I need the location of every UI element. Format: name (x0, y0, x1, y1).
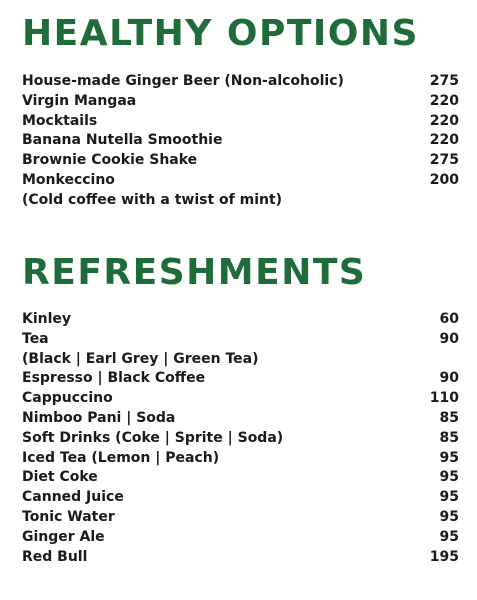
menu-list-refreshments (22, 310, 459, 567)
menu-item-name: House-made Ginger Beer (Non-alcoholic) (22, 73, 344, 89)
menu-item-name: Iced Tea (Lemon | Peach) (22, 449, 220, 466)
menu-item-name: Brownie Cookie Shake (22, 152, 198, 169)
menu-item (22, 131, 459, 151)
menu-item-name: Monkeccino (22, 171, 115, 188)
menu-item (22, 528, 459, 548)
menu-item (22, 488, 459, 508)
menu-item-price: 95 (439, 489, 459, 506)
menu-item (22, 171, 459, 191)
menu-item-name: Tonic Water (22, 508, 115, 525)
menu-item-name: (Black | Earl Grey | Green Tea) (22, 350, 259, 367)
menu-item-name: Nimboo Pani | Soda (22, 409, 176, 426)
menu-item-price: 95 (439, 528, 459, 545)
menu-item (22, 508, 459, 528)
menu-item (22, 191, 459, 211)
menu-item-name: Kinley (22, 311, 72, 327)
menu-item-price: 220 (429, 132, 459, 149)
menu-item-price: 200 (429, 171, 459, 188)
menu-item (22, 468, 459, 488)
menu-item-price: 95 (439, 508, 459, 525)
menu-item-price: 90 (439, 330, 459, 347)
section-title-refreshments: REFRESHMENTS (22, 252, 367, 293)
menu-list-healthy-options (22, 72, 459, 211)
menu-item-name: Banana Nutella Smoothie (22, 132, 223, 149)
menu-item-name: (Cold coffee with a twist of mint) (22, 191, 283, 208)
menu-item-price: 85 (439, 429, 459, 446)
menu-item-price: 60 (439, 311, 459, 327)
menu-item (22, 112, 459, 132)
menu-item-name: Tea (22, 330, 49, 347)
menu-item-name: Mocktails (22, 112, 98, 129)
menu-item-price: 90 (439, 370, 459, 387)
menu-item (22, 72, 459, 92)
menu-item (22, 369, 459, 389)
menu-item-name: Diet Coke (22, 469, 98, 486)
menu-item (22, 429, 459, 449)
menu-item-price: 220 (429, 92, 459, 109)
menu-item-price: 195 (429, 548, 459, 565)
menu-item-price: 95 (439, 449, 459, 466)
menu-item (22, 409, 459, 429)
menu-item (22, 389, 459, 409)
menu-item (22, 548, 459, 568)
menu-item-name: Soft Drinks (Coke | Sprite | Soda) (22, 429, 284, 446)
menu-item-name: Virgin Mangaa (22, 92, 137, 109)
menu-item-price: 110 (429, 390, 459, 407)
menu-item-price: 220 (429, 112, 459, 129)
menu-item (22, 151, 459, 171)
menu-item (22, 92, 459, 112)
menu-item-name: Red Bull (22, 548, 88, 565)
menu-item-name: Canned Juice (22, 489, 124, 506)
menu-item (22, 330, 459, 350)
section-title-healthy-options: HEALTHY OPTIONS (22, 13, 419, 54)
menu-item-name: Espresso | Black Coffee (22, 370, 206, 387)
menu-item (22, 350, 459, 370)
menu-item (22, 310, 459, 330)
menu-item-price: 275 (429, 152, 459, 169)
menu-item (22, 449, 459, 469)
menu-item-price: 95 (439, 469, 459, 486)
menu-item-price: 85 (439, 409, 459, 426)
menu-item-name: Ginger Ale (22, 528, 105, 545)
menu-item-price: 275 (429, 73, 459, 89)
menu-item-name: Cappuccino (22, 390, 113, 407)
